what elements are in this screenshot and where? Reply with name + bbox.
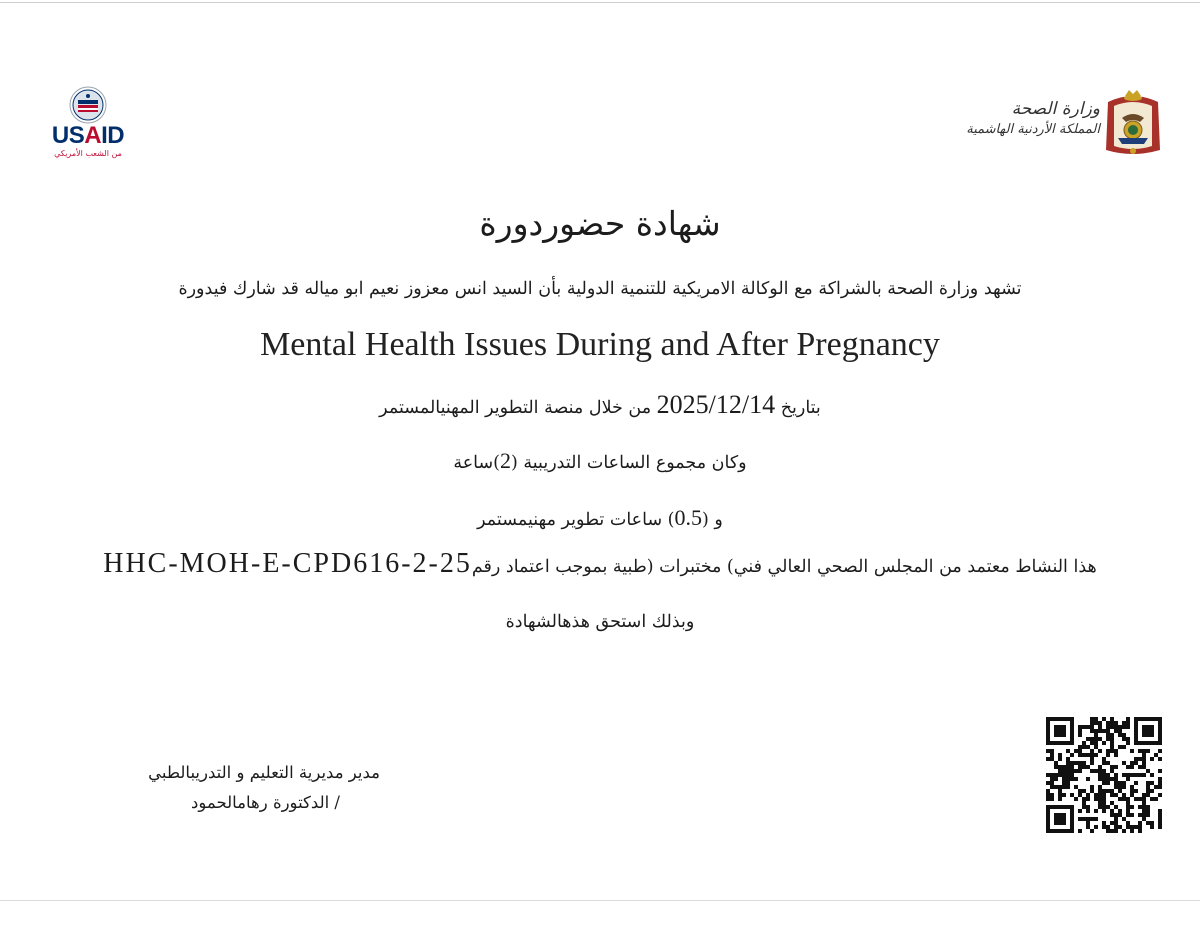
signatory-title: مدير مديرية التعليم و التدريبالطبي — [148, 763, 380, 782]
cpd-prefix: و ( — [702, 510, 723, 530]
accreditation-code: HHC-MOH-E-CPD616-2-25 — [103, 548, 472, 579]
moh-line-2: المملكة الأردنية الهاشمية — [966, 122, 1100, 137]
usaid-tagline: من الشعب الأمريكي — [54, 149, 122, 158]
moh-line-1: وزارة الصحة — [1011, 99, 1100, 119]
usaid-logo — [38, 86, 138, 166]
accreditation-text: هذا النشاط معتمد من المجلس الصحي العالي فني) مختبرات (طبية بموجب اعتماد رقم — [471, 557, 1097, 577]
hours-value: 2 — [500, 448, 511, 473]
bottom-border — [0, 900, 1200, 901]
cpd-value: 0.5 — [674, 505, 702, 530]
date-line — [0, 390, 1200, 423]
date-suffix: من خلال منصة التطوير المهنيالمستمر — [379, 398, 652, 418]
cpd-suffix: ) ساعات تطوير مهنيمستمر — [477, 510, 675, 530]
qr-code-icon[interactable] — [1046, 717, 1162, 833]
usaid-wordmark: USAID — [51, 122, 125, 149]
jordan-coat-of-arms-icon — [1100, 88, 1166, 160]
course-name: Mental Health Issues During and After Pregnancy — [260, 326, 940, 363]
date-prefix: بتاريخ — [780, 398, 821, 418]
closing-line: وبذلك استحق هذهالشهادة — [505, 612, 695, 632]
usaid-seal-icon — [69, 86, 107, 124]
top-border — [0, 2, 1200, 3]
moh-text — [940, 98, 1100, 140]
hours-suffix: )ساعة — [453, 453, 500, 473]
certificate-title: شهادة حضوردورة — [479, 204, 721, 243]
signatory-name: / الدكتورة رهامالحمود — [191, 793, 340, 812]
cpd-hours-line — [0, 503, 1200, 535]
accreditation-line — [0, 548, 1200, 583]
moh-logo — [945, 88, 1170, 168]
course-date: 2025/12/14 — [656, 390, 776, 419]
training-hours-line — [0, 446, 1200, 478]
hours-prefix: وكان مجموع الساعات التدريبية ( — [511, 453, 747, 473]
certificate-intro: تشهد وزارة الصحة بالشراكة مع الوكالة الامريكية للتنمية الدولية بأن السيد انس معزوز نعيم ابو مياله قد شارك فيدورة — [178, 279, 1022, 299]
signature-block — [60, 758, 380, 818]
